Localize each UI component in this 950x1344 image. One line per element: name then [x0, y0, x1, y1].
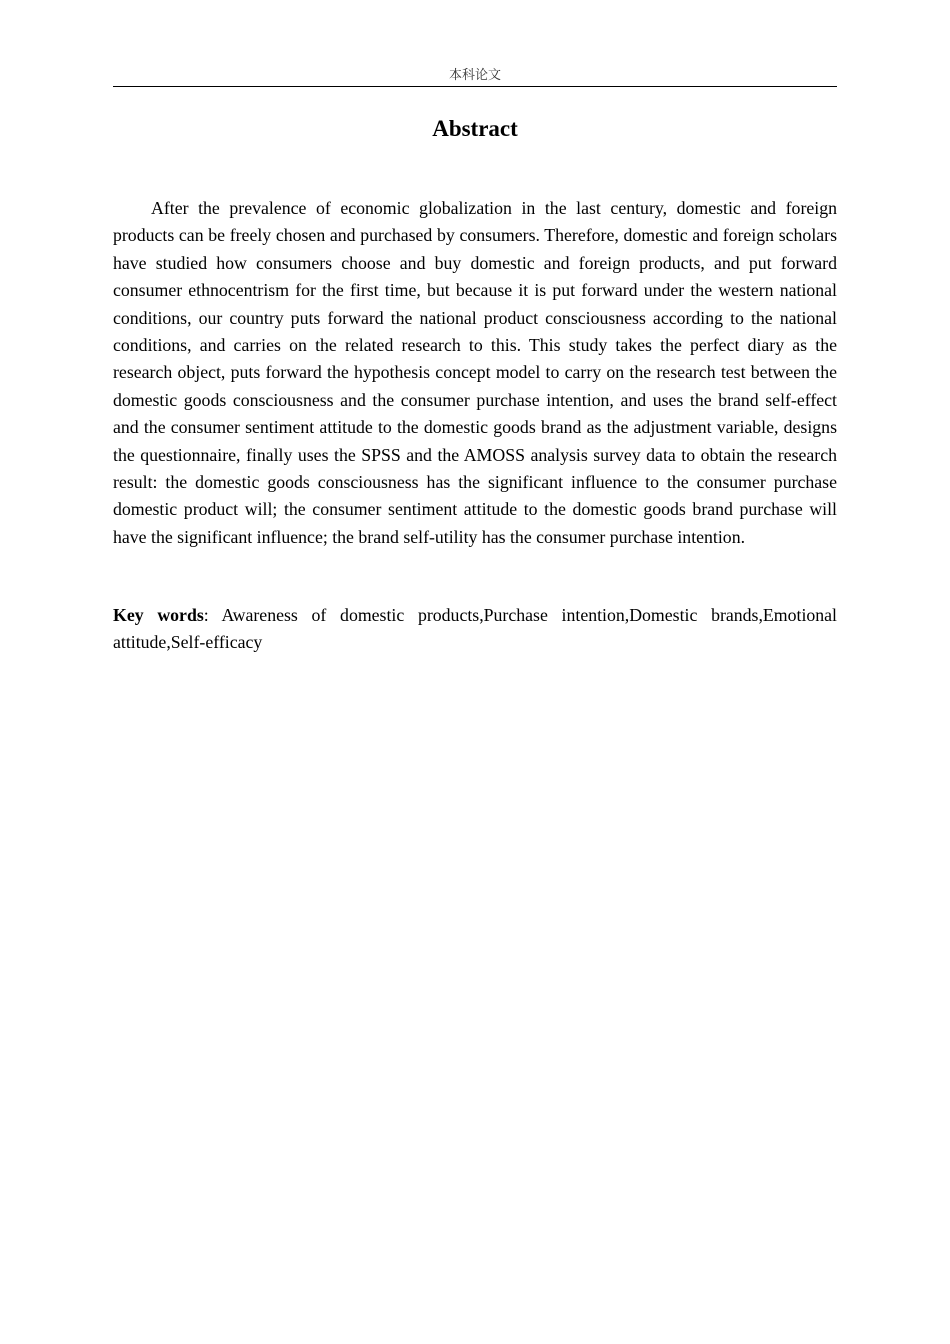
abstract-title: Abstract [432, 116, 518, 141]
keywords-label: Key words [113, 605, 204, 625]
keywords [113, 602, 837, 657]
page-header [113, 66, 837, 87]
keywords-text: Awareness of domestic products,Purchase intention,Domestic brands,Emotional attitude,Self-efficacy [113, 605, 837, 653]
abstract-body: After the prevalence of economic globalization in the last century, domestic and foreign products can be freely chosen and purchased by consumers. Therefore, domestic and foreign scholars have studied how consumers choose and buy domestic and foreign products, and put forward consumer ethnocentrism for the first time, but because it is put forward under the western national conditions, our country puts forward the national product consciousness according to the national conditions, and carries on the related research to this. This study takes the perfect diary as the research object, puts forward the hypothesis concept model to carry on the research test between the domestic goods consciousness and the consumer purchase intention, and uses the brand self-effect and the consumer sentiment attitude to the domestic goods brand as the adjustment variable, designs the questionnaire, finally uses the SPSS and the AMOSS analysis survey data to obtain the research result: the domestic goods consciousness has the significant influence to the consumer purchase domestic product will; the consumer sentiment attitude to the domestic goods brand purchase will have the significant influence; the brand self-utility has the consumer purchase intention. [113, 198, 837, 547]
keywords-separator: : [203, 605, 222, 625]
header-text: 本科论文 [448, 68, 501, 83]
